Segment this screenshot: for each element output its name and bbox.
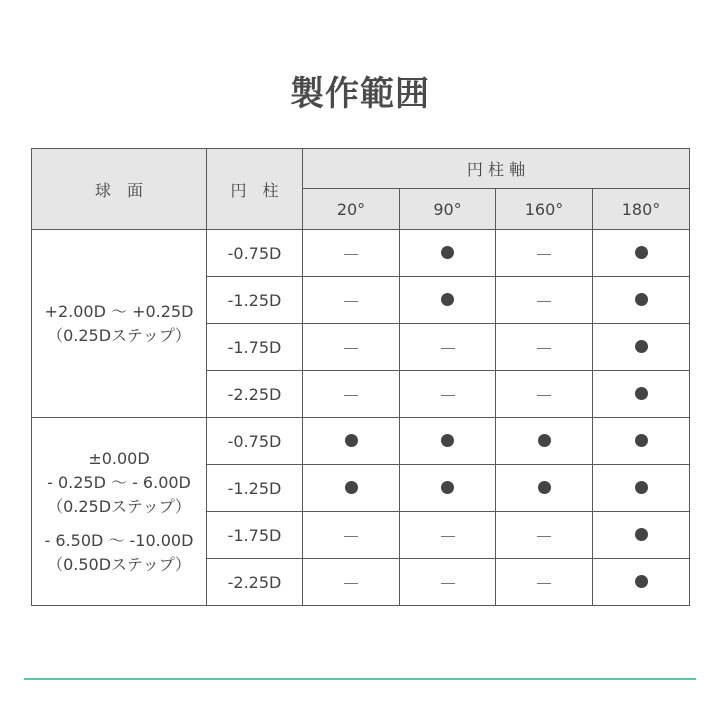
header-axis-20: 20° <box>303 189 400 230</box>
sphere-range-line: （0.25Dステップ） <box>47 325 191 345</box>
availability-cell <box>303 465 400 512</box>
availability-cell <box>400 230 496 277</box>
availability-cell <box>400 465 496 512</box>
cylinder-value: -2.25D <box>207 371 303 418</box>
cylinder-value: -1.75D <box>207 512 303 559</box>
sphere-range-line: - 6.50D ～ -10.00D <box>44 530 194 550</box>
cylinder-value: -0.75D <box>207 230 303 277</box>
available-dot-icon <box>635 246 648 259</box>
sphere-range-line: +2.00D ～ +0.25D <box>44 301 194 321</box>
availability-cell <box>400 559 496 606</box>
availability-cell <box>496 371 593 418</box>
unavailable-dash-icon <box>537 254 551 255</box>
available-dot-icon <box>635 387 648 400</box>
production-range-table <box>31 148 690 606</box>
cylinder-value: -1.75D <box>207 324 303 371</box>
availability-cell <box>593 559 690 606</box>
available-dot-icon <box>441 293 454 306</box>
availability-cell <box>303 277 400 324</box>
available-dot-icon <box>635 528 648 541</box>
availability-cell <box>496 324 593 371</box>
available-dot-icon <box>635 575 648 588</box>
unavailable-dash-icon <box>537 395 551 396</box>
available-dot-icon <box>635 481 648 494</box>
unavailable-dash-icon <box>441 395 455 396</box>
availability-cell <box>593 465 690 512</box>
unavailable-dash-icon <box>537 536 551 537</box>
availability-cell <box>496 465 593 512</box>
unavailable-dash-icon <box>344 583 358 584</box>
availability-cell <box>400 324 496 371</box>
available-dot-icon <box>538 434 551 447</box>
available-dot-icon <box>441 246 454 259</box>
available-dot-icon <box>441 434 454 447</box>
availability-cell <box>303 230 400 277</box>
unavailable-dash-icon <box>441 536 455 537</box>
sphere-range-line: （0.25Dステップ） <box>47 496 191 516</box>
available-dot-icon <box>345 434 358 447</box>
header-axis: 円 柱 軸 <box>303 149 690 189</box>
unavailable-dash-icon <box>441 348 455 349</box>
unavailable-dash-icon <box>537 301 551 302</box>
cylinder-value: -0.75D <box>207 418 303 465</box>
unavailable-dash-icon <box>344 301 358 302</box>
unavailable-dash-icon <box>441 583 455 584</box>
availability-cell <box>400 418 496 465</box>
availability-cell <box>303 324 400 371</box>
table-row <box>32 418 690 465</box>
cylinder-value: -1.25D <box>207 465 303 512</box>
sphere-range-cell <box>32 418 207 606</box>
available-dot-icon <box>635 434 648 447</box>
unavailable-dash-icon <box>537 583 551 584</box>
header-sphere: 球 面 <box>32 149 207 230</box>
availability-cell <box>593 324 690 371</box>
availability-cell <box>400 277 496 324</box>
availability-cell <box>496 230 593 277</box>
sphere-range-line: - 0.25D ～ - 6.00D <box>47 472 191 492</box>
available-dot-icon <box>345 481 358 494</box>
availability-cell <box>496 559 593 606</box>
availability-cell <box>593 371 690 418</box>
unavailable-dash-icon <box>344 395 358 396</box>
availability-cell <box>496 418 593 465</box>
header-axis-180: 180° <box>593 189 690 230</box>
sphere-range-line: （0.50Dステップ） <box>47 554 191 574</box>
table-row <box>32 230 690 277</box>
availability-cell <box>303 559 400 606</box>
header-cylinder: 円 柱 <box>207 149 303 230</box>
availability-cell <box>593 418 690 465</box>
availability-cell <box>400 512 496 559</box>
availability-cell <box>303 512 400 559</box>
sphere-range-cell <box>32 230 207 418</box>
header-axis-90: 90° <box>400 189 496 230</box>
availability-cell <box>496 277 593 324</box>
available-dot-icon <box>635 293 648 306</box>
available-dot-icon <box>538 481 551 494</box>
page-title: 製作範囲 <box>290 74 430 114</box>
available-dot-icon <box>635 340 648 353</box>
availability-cell <box>303 418 400 465</box>
availability-cell <box>303 371 400 418</box>
availability-cell <box>593 277 690 324</box>
unavailable-dash-icon <box>344 254 358 255</box>
cylinder-value: -2.25D <box>207 559 303 606</box>
available-dot-icon <box>441 481 454 494</box>
cylinder-value: -1.25D <box>207 277 303 324</box>
divider-line <box>24 678 696 680</box>
availability-cell <box>400 371 496 418</box>
availability-cell <box>496 512 593 559</box>
sphere-range-line: ±0.00D <box>88 448 150 468</box>
unavailable-dash-icon <box>537 348 551 349</box>
availability-cell <box>593 512 690 559</box>
availability-cell <box>593 230 690 277</box>
header-axis-160: 160° <box>496 189 593 230</box>
unavailable-dash-icon <box>344 536 358 537</box>
unavailable-dash-icon <box>344 348 358 349</box>
